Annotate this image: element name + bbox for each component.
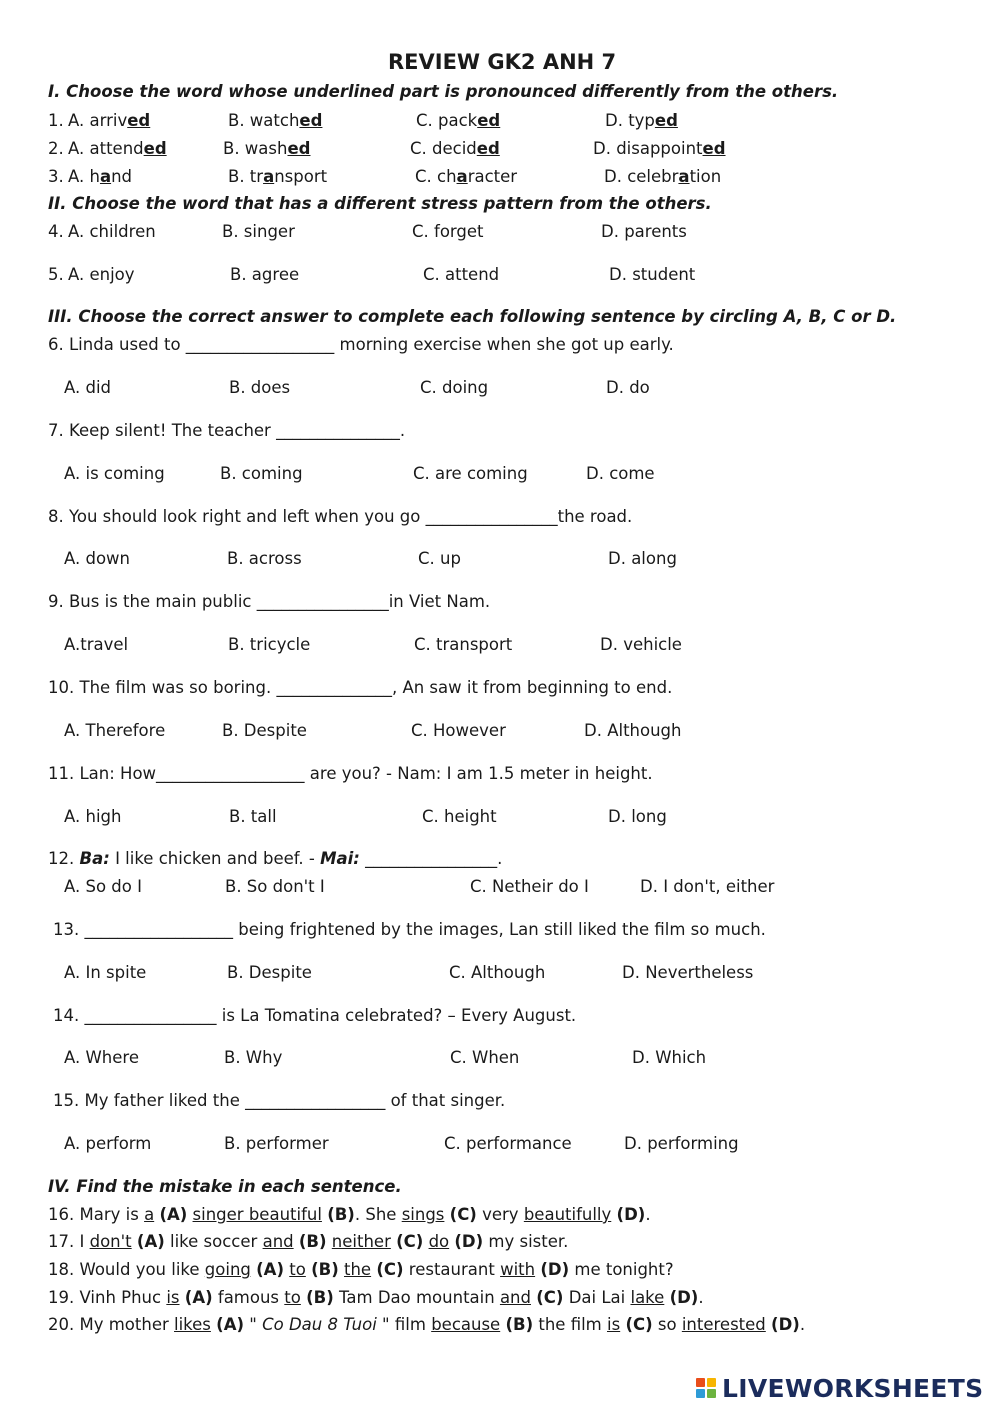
q12-option-b[interactable]: B. So don't I bbox=[225, 877, 325, 896]
q18-mistake-b[interactable]: to bbox=[289, 1260, 306, 1279]
question-4-number: 4. bbox=[48, 222, 64, 241]
q1-option-c[interactable]: C. packed bbox=[416, 111, 501, 130]
question-18: 18. Would you like going (A) to (B) the (C) restaurant with (D) me tonight? bbox=[48, 1260, 674, 1279]
question-14-stem: 14. ________________ is La Tomatina celebrated? – Every August. bbox=[53, 1006, 577, 1025]
q3-option-a[interactable]: A. hand bbox=[68, 167, 133, 186]
q1-option-b[interactable]: B. watched bbox=[228, 111, 323, 130]
q2-option-b[interactable]: B. washed bbox=[223, 139, 311, 158]
q3-option-c[interactable]: C. character bbox=[415, 167, 518, 186]
question-1-number: 1. bbox=[48, 111, 64, 130]
q6-option-a[interactable]: A. did bbox=[64, 378, 112, 397]
q6-option-d[interactable]: D. do bbox=[606, 378, 650, 397]
question-13-stem: 13. __________________ being frightened by the images, Lan still liked the film so much. bbox=[53, 920, 766, 939]
q11-option-c[interactable]: C. height bbox=[422, 807, 497, 826]
q17-mistake-a[interactable]: don't bbox=[89, 1232, 132, 1251]
q12-option-a[interactable]: A. So do I bbox=[64, 877, 142, 896]
q11-option-a[interactable]: A. high bbox=[64, 807, 122, 826]
q12-option-d[interactable]: D. I don't, either bbox=[640, 877, 775, 896]
q5-option-b[interactable]: B. agree bbox=[230, 265, 300, 284]
q16-mistake-b[interactable]: singer beautiful bbox=[192, 1205, 322, 1224]
q1-option-a[interactable]: A. arrived bbox=[68, 111, 151, 130]
q10-option-b[interactable]: B. Despite bbox=[222, 721, 307, 740]
page-title: REVIEW GK2 ANH 7 bbox=[388, 50, 617, 74]
question-5-number: 5. bbox=[48, 265, 64, 284]
q13-option-c[interactable]: C. Although bbox=[449, 963, 546, 982]
q20-mistake-b[interactable]: because bbox=[431, 1315, 501, 1334]
q14-option-a[interactable]: A. Where bbox=[64, 1048, 139, 1067]
question-6-stem: 6. Linda used to __________________ morning exercise when she got up early. bbox=[48, 335, 674, 354]
q4-option-b[interactable]: B. singer bbox=[222, 222, 295, 241]
q14-option-c[interactable]: C. When bbox=[450, 1048, 520, 1067]
q5-option-c[interactable]: C. attend bbox=[423, 265, 500, 284]
q8-option-a[interactable]: A. down bbox=[64, 549, 131, 568]
q2-option-c[interactable]: C. decided bbox=[410, 139, 500, 158]
q16-mistake-c[interactable]: sings bbox=[401, 1205, 445, 1224]
q10-option-d[interactable]: D. Although bbox=[584, 721, 682, 740]
q15-option-b[interactable]: B. performer bbox=[224, 1134, 329, 1153]
question-17: 17. I don't (A) like soccer and (B) neither (C) do (D) my sister. bbox=[48, 1232, 569, 1251]
q7-option-d[interactable]: D. come bbox=[586, 464, 655, 483]
q18-mistake-d[interactable]: with bbox=[500, 1260, 536, 1279]
q3-option-d[interactable]: D. celebration bbox=[604, 167, 722, 186]
q7-option-c[interactable]: C. are coming bbox=[413, 464, 528, 483]
q20-mistake-c[interactable]: is bbox=[607, 1315, 621, 1334]
liveworksheets-watermark: LIVEWORKSHEETS bbox=[722, 1374, 984, 1403]
q9-option-d[interactable]: D. vehicle bbox=[600, 635, 682, 654]
q2-option-a[interactable]: A. attended bbox=[68, 139, 167, 158]
q17-mistake-c[interactable]: neither bbox=[331, 1232, 391, 1251]
q17-mistake-d[interactable]: do bbox=[428, 1232, 450, 1251]
q4-option-a[interactable]: A. children bbox=[68, 222, 156, 241]
q2-option-d[interactable]: D. disappointed bbox=[593, 139, 726, 158]
q11-option-b[interactable]: B. tall bbox=[229, 807, 277, 826]
question-20: 20. My mother likes (A) " Co Dau 8 Tuoi " film because (B) the film is (C) so interested (D). bbox=[48, 1315, 806, 1334]
q14-option-d[interactable]: D. Which bbox=[632, 1048, 707, 1067]
q8-option-b[interactable]: B. across bbox=[227, 549, 302, 568]
question-12-stem: 12. Ba: I like chicken and beef. - Mai: ________________. bbox=[48, 849, 503, 868]
q18-mistake-c[interactable]: the bbox=[344, 1260, 372, 1279]
section-3-heading: III. Choose the correct answer to complete each following sentence by circling A, B, C or D. bbox=[48, 307, 897, 326]
q7-option-b[interactable]: B. coming bbox=[220, 464, 303, 483]
question-3-number: 3. bbox=[48, 167, 64, 186]
q8-option-c[interactable]: C. up bbox=[418, 549, 461, 568]
question-10-stem: 10. The film was so boring. ______________, An saw it from beginning to end. bbox=[48, 678, 673, 697]
q18-mistake-a[interactable]: going bbox=[204, 1260, 251, 1279]
question-19: 19. Vinh Phuc is (A) famous to (B) Tam Dao mountain and (C) Dai Lai lake (D). bbox=[48, 1288, 704, 1307]
q16-mistake-a[interactable]: a bbox=[144, 1205, 155, 1224]
question-9-stem: 9. Bus is the main public ________________in Viet Nam. bbox=[48, 592, 491, 611]
q16-mistake-d[interactable]: beautifully bbox=[523, 1205, 612, 1224]
q10-option-a[interactable]: A. Therefore bbox=[64, 721, 166, 740]
question-15-stem: 15. My father liked the _________________ of that singer. bbox=[53, 1091, 506, 1110]
q1-option-d[interactable]: D. typed bbox=[605, 111, 678, 130]
q11-option-d[interactable]: D. long bbox=[608, 807, 667, 826]
q9-option-b[interactable]: B. tricycle bbox=[228, 635, 311, 654]
question-8-stem: 8. You should look right and left when you go ________________the road. bbox=[48, 507, 633, 526]
q5-option-d[interactable]: D. student bbox=[609, 265, 696, 284]
q13-option-b[interactable]: B. Despite bbox=[227, 963, 312, 982]
q19-mistake-d[interactable]: lake bbox=[630, 1288, 665, 1307]
q7-option-a[interactable]: A. is coming bbox=[64, 464, 165, 483]
q14-option-b[interactable]: B. Why bbox=[224, 1048, 283, 1067]
q6-option-b[interactable]: B. does bbox=[229, 378, 291, 397]
q8-option-d[interactable]: D. along bbox=[608, 549, 677, 568]
q17-mistake-b[interactable]: and bbox=[262, 1232, 294, 1251]
q5-option-a[interactable]: A. enjoy bbox=[68, 265, 135, 284]
q15-option-d[interactable]: D. performing bbox=[624, 1134, 739, 1153]
q19-mistake-b[interactable]: to bbox=[284, 1288, 301, 1307]
q19-mistake-a[interactable]: is bbox=[166, 1288, 180, 1307]
q20-mistake-d[interactable]: interested bbox=[681, 1315, 766, 1334]
liveworksheets-logo-icon bbox=[696, 1378, 718, 1400]
q13-option-d[interactable]: D. Nevertheless bbox=[622, 963, 754, 982]
q12-option-c[interactable]: C. Netheir do I bbox=[470, 877, 589, 896]
question-16: 16. Mary is a (A) singer beautiful (B). She sings (C) very beautifully (D). bbox=[48, 1205, 651, 1224]
q19-mistake-c[interactable]: and bbox=[499, 1288, 531, 1307]
q20-mistake-a[interactable]: likes bbox=[174, 1315, 211, 1334]
q15-option-a[interactable]: A. perform bbox=[64, 1134, 152, 1153]
q4-option-d[interactable]: D. parents bbox=[601, 222, 687, 241]
q3-option-b[interactable]: B. transport bbox=[228, 167, 328, 186]
q10-option-c[interactable]: C. However bbox=[411, 721, 506, 740]
question-11-stem: 11. Lan: How__________________ are you? - Nam: I am 1.5 meter in height. bbox=[48, 764, 653, 783]
question-2-number: 2. bbox=[48, 139, 64, 158]
section-4-heading: IV. Find the mistake in each sentence. bbox=[48, 1177, 402, 1196]
q13-option-a[interactable]: A. In spite bbox=[64, 963, 147, 982]
q9-option-a[interactable]: A.travel bbox=[64, 635, 129, 654]
section-2-heading: II. Choose the word that has a different stress pattern from the others. bbox=[48, 194, 712, 213]
q4-option-c[interactable]: C. forget bbox=[412, 222, 484, 241]
section-1-heading: I. Choose the word whose underlined part is pronounced differently from the others. bbox=[48, 82, 839, 101]
q6-option-c[interactable]: C. doing bbox=[420, 378, 489, 397]
question-7-stem: 7. Keep silent! The teacher _______________. bbox=[48, 421, 406, 440]
q9-option-c[interactable]: C. transport bbox=[414, 635, 513, 654]
q15-option-c[interactable]: C. performance bbox=[444, 1134, 572, 1153]
